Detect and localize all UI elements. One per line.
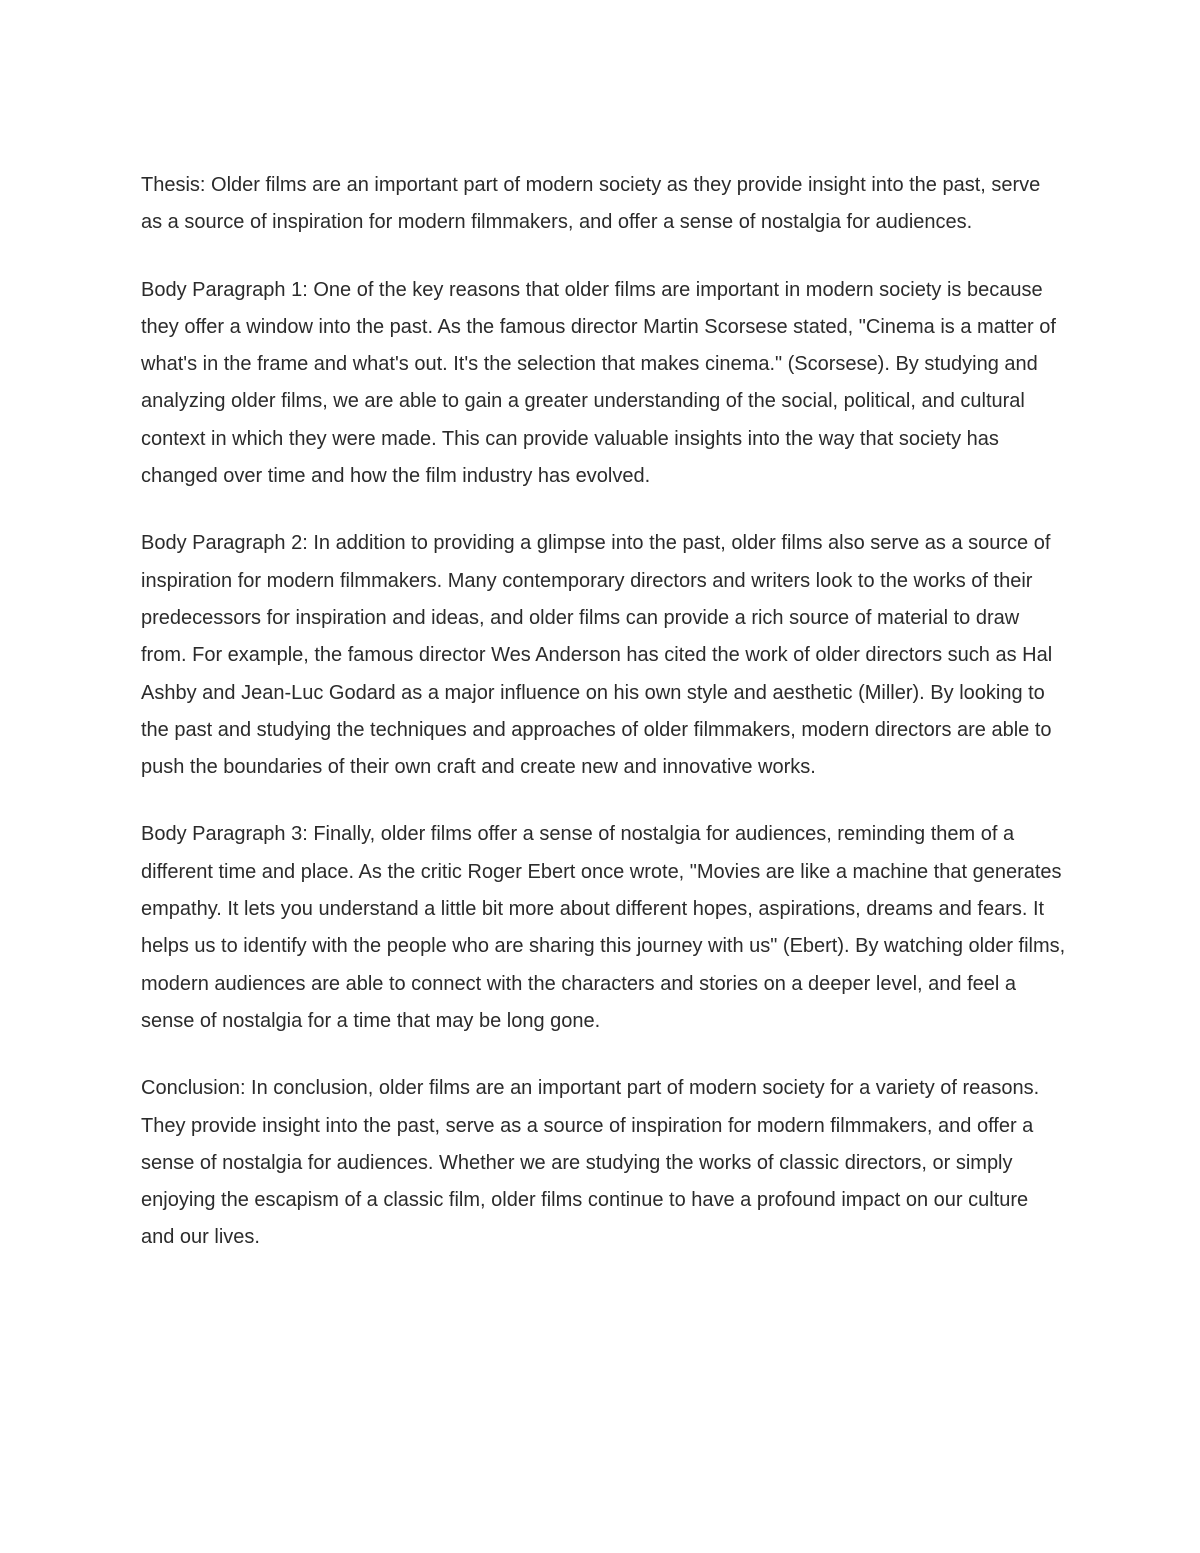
thesis-paragraph: Thesis: Older films are an important part of modern society as they provide insight into the past, serve as a source of inspiration for modern filmmakers, and offer a sense of nostalgia for audiences.: [141, 174, 1041, 234]
body-paragraph-3: Body Paragraph 3: Finally, older films offer a sense of nostalgia for audiences, reminding them of a different time and place. As the critic Roger Ebert once wrote, "Movies are like a machine that generates empathy. It lets you understand a little bit more about different hopes, aspirations, dreams and fears. It helps us to identify with the people who are sharing this journey with us" (Ebert). By watching older films, modern audiences are able to connect with the characters and stories on a deeper level, and feel a sense of nostalgia for a time that may be long gone.: [141, 823, 1066, 1032]
body-paragraph-2: Body Paragraph 2: In addition to providing a glimpse into the past, older films also serve as a source of inspiration for modern filmmakers. Many contemporary directors and writers look to the works of their predecessors for inspiration and ideas, and older films can provide a rich source of material to draw from. For example, the famous director Wes Anderson has cited the work of older directors such as Hal Ashby and Jean-Luc Godard as a major influence on his own style and aesthetic (Miller). By looking to the past and studying the techniques and approaches of older filmmakers, modern directors are able to push the boundaries of their own craft and create new and innovative works.: [141, 532, 1053, 779]
conclusion-paragraph: Conclusion: In conclusion, older films are an important part of modern society for a variety of reasons. They provide insight into the past, serve as a source of inspiration for modern filmmakers, and offer a sense of nostalgia for audiences. Whether we are studying the works of classic directors, or simply enjoying the escapism of a classic film, older films continue to have a profound impact on our culture and our lives.: [141, 1077, 1040, 1249]
body-paragraph-1: Body Paragraph 1: One of the key reasons that older films are important in modern society is because they offer a window into the past. As the famous director Martin Scorsese stated, "Cinema is a matter of what's in the frame and what's out. It's the selection that makes cinema." (Scorsese). By studying and analyzing older films, we are able to gain a greater understanding of the social, political, and cultural context in which they were made. This can provide valuable insights into the way that society has changed over time and how the film industry has evolved.: [141, 278, 1056, 488]
document-body: [141, 167, 1066, 1287]
